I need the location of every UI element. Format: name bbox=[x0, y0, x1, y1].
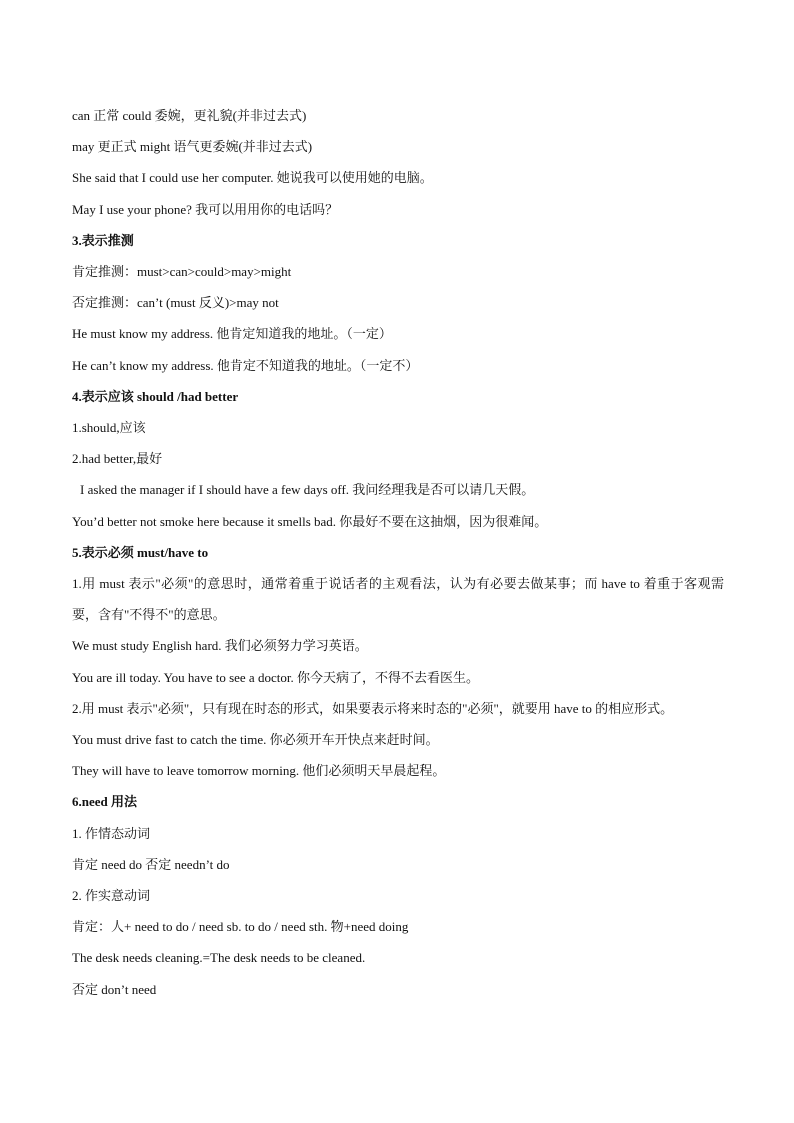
example-sentence-days-off: I asked the manager if I should have a few days off. 我问经理我是否可以请几天假。 bbox=[80, 482, 535, 498]
text-line-need-modal-forms: 肯定 need do 否定 needn’t do bbox=[72, 856, 230, 872]
paragraph-must-vs-have-to: 1.用 must 表示"必须"的意思时，通常着重于说话者的主观看法，认为有必要去做某事；而 have to 着重于客观需要，含有"不得不"的意思。 bbox=[72, 576, 724, 623]
text-line-may-might: may 更正式 might 语气更委婉(并非过去式) bbox=[72, 139, 313, 155]
example-sentence-desk: The desk needs cleaning.=The desk needs to be cleaned. bbox=[72, 950, 366, 966]
text-line-positive-speculation: 肯定推测：must>can>could>may>might bbox=[72, 264, 292, 280]
text-line-can-could: can 正常 could 委婉，更礼貌(并非过去式) bbox=[72, 108, 307, 123]
section-heading-need: 6.need 用法 bbox=[72, 794, 138, 810]
text-line-need-main-negative: 否定 don’t need bbox=[72, 981, 157, 997]
text-line-modal-verb: 1. 作情态动词 bbox=[72, 825, 151, 841]
example-sentence-must-know: He must know my address. 他肯定知道我的地址。（一定） bbox=[72, 326, 392, 342]
section-heading-should: 4.表示应该 should /had better bbox=[72, 388, 239, 404]
section-heading-speculation: 3.表示推测 bbox=[72, 232, 134, 248]
section-heading-must: 5.表示必须 must/have to bbox=[72, 544, 209, 560]
paragraph-must-tense: 2.用 must 表示"必须"，只有现在时态的形式，如果要表示将来时态的"必须"，就要用 have to 的相应形式。 bbox=[72, 700, 674, 716]
example-sentence-computer: She said that I could use her computer. 她说我可以使用她的电脑。 bbox=[72, 170, 433, 186]
example-sentence-drive-fast: You must drive fast to catch the time. 你必须开车开快点来赶时间。 bbox=[72, 732, 439, 748]
example-sentence-cant-know: He can’t know my address. 他肯定不知道我的地址。（一定不） bbox=[72, 357, 419, 373]
example-sentence-study-english: We must study English hard. 我们必须努力学习英语。 bbox=[72, 638, 368, 654]
text-line-negative-speculation: 否定推测：can’t (must 反义)>may not bbox=[72, 295, 279, 311]
example-sentence-phone: May I use your phone? 我可以用用你的电话吗？ bbox=[72, 201, 339, 217]
text-line-should: 1.should,应该 bbox=[72, 420, 146, 436]
text-line-had-better: 2.had better,最好 bbox=[72, 451, 163, 467]
example-sentence-smoke: You’d better not smoke here because it smells bad. 你最好不要在这抽烟，因为很难闻。 bbox=[72, 513, 548, 529]
example-sentence-see-doctor: You are ill today. You have to see a doctor. 你今天病了，不得不去看医生。 bbox=[72, 669, 479, 685]
text-line-main-verb: 2. 作实意动词 bbox=[72, 888, 151, 904]
example-sentence-leave-tomorrow: They will have to leave tomorrow morning. 他们必须明天早晨起程。 bbox=[72, 763, 446, 779]
document-body bbox=[72, 100, 724, 1005]
text-line-need-main-positive: 肯定：人+ need to do / need sb. to do / need sth. 物+need doing bbox=[72, 919, 409, 935]
